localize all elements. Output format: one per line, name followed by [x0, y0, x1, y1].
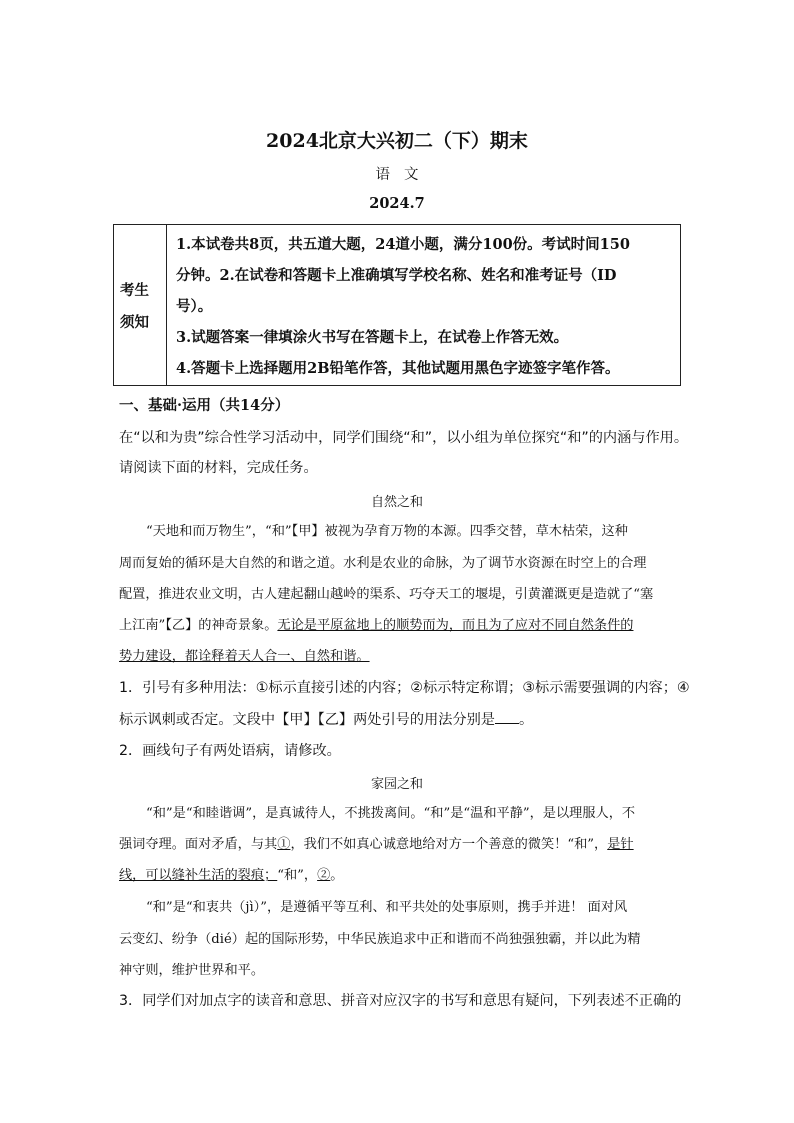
answer-blank — [495, 711, 519, 724]
notice-line: 分钟。2.在试卷和答题卡上准确填写学校名称、姓名和准考证号（ID — [176, 267, 617, 284]
passage-line: “和”是“和衷共（jì）”，是遵循平等互利、和平共处的处事原则，携手并进！ 面对风 — [146, 900, 628, 915]
notice-line: 3.试题答案一律填涂火书写在答题卡上，在试卷上作答无效。 — [176, 329, 569, 346]
blank-1: ① — [277, 837, 291, 852]
notice-line: 号）。 — [176, 298, 213, 315]
passage-heading: 家园之和 — [370, 777, 423, 792]
exam-subject: 语文 — [375, 167, 433, 183]
passage-line: 云变幻、纷争（dié）起的国际形势，中华民族追求中正和谐而不尚独强独霸，并以此为精 — [119, 932, 641, 947]
passage-line: “天地和而万物生”，“和”【甲】被视为孕育万物的本源。四季交替，草木枯荣，这种 — [146, 524, 628, 539]
passage-line: 周而复始的循环是大自然的和谐之道。水利是农业的命脉，为了调节水资源在时空上的合理 — [119, 556, 647, 571]
section-heading: 一、基础·运用（共14分） — [119, 397, 290, 414]
passage-text: 上江南”【乙】的神奇景象。 — [119, 618, 278, 633]
section-intro: 请阅读下面的材料，完成任务。 — [119, 460, 318, 476]
passage-line: “和”是“和睦谐调”，是真诚待人，不挑拨离间。“和”是“温和平静”，是以理服人，不 — [146, 806, 636, 821]
notice-table — [113, 224, 681, 386]
exam-title: 2024北京大兴初二（下）期末 — [266, 130, 528, 152]
question-2: 2．画线句子有两处语病，请修改。 — [119, 743, 341, 759]
passage-text: 。 — [330, 868, 344, 883]
notice-label-line1: 考生 — [120, 282, 149, 299]
blank-2: ② — [317, 868, 331, 883]
passage-line: 配置，推进农业文明，古人建起翻山越岭的渠系、巧夺天工的堰堤，引黄灌溉更是造就了“塞 — [119, 587, 654, 602]
question-text: 。 — [518, 712, 534, 728]
passage-text: “和”， — [277, 868, 318, 883]
notice-line: 1.本试卷共8页，共五道大题，24道小题，满分100份。考试时间150 — [176, 236, 630, 253]
notice-content — [176, 229, 676, 384]
notice-label-line2: 须知 — [120, 314, 149, 331]
question-1: 1．引号有多种用法：①标示直接引述的内容；②标示特定称谓；③标示需要强调的内容；④ — [119, 680, 690, 696]
notice-line: 4.答题卡上选择题用2B铅笔作答，其他试题用黑色字迹签字笔作答。 — [176, 360, 620, 377]
question-text: 标示讽刺或否定。文段中【甲】【乙】两处引号的用法分别是 — [119, 712, 495, 728]
question-3: 3．同学们对加点字的读音和意思、拼音对应汉字的书写和意思有疑问，下列表述不正确的 — [119, 993, 682, 1009]
passage-line — [119, 864, 343, 883]
underlined-sentence: 无论是平原盆地上的顺势而为，而且为了应对不同自然条件的 — [277, 618, 634, 633]
question-1-line2 — [119, 709, 533, 729]
passage-line: 神守则，维护世界和平。 — [119, 963, 265, 978]
passage-text: 强词夺理。面对矛盾，与其 — [119, 837, 278, 852]
passage-line — [119, 614, 633, 633]
underlined-sentence: 是针 — [607, 837, 634, 852]
passage-heading: 自然之和 — [370, 495, 423, 510]
passage-line — [119, 833, 634, 852]
section-intro: 在“以和为贵”综合性学习活动中，同学们围绕“和”，以小组为单位探究“和”的内涵与作用。 — [119, 430, 689, 446]
underlined-sentence: 线，可以缝补生活的裂痕； — [119, 868, 278, 883]
exam-date: 2024.7 — [369, 195, 425, 212]
underlined-sentence: 势力建设，都诠释着天人合一、自然和谐。 — [119, 649, 370, 664]
passage-text: ，我们不如真心诚意地给对方一个善意的微笑！“和”， — [290, 837, 608, 852]
notice-label-cell — [114, 225, 167, 385]
